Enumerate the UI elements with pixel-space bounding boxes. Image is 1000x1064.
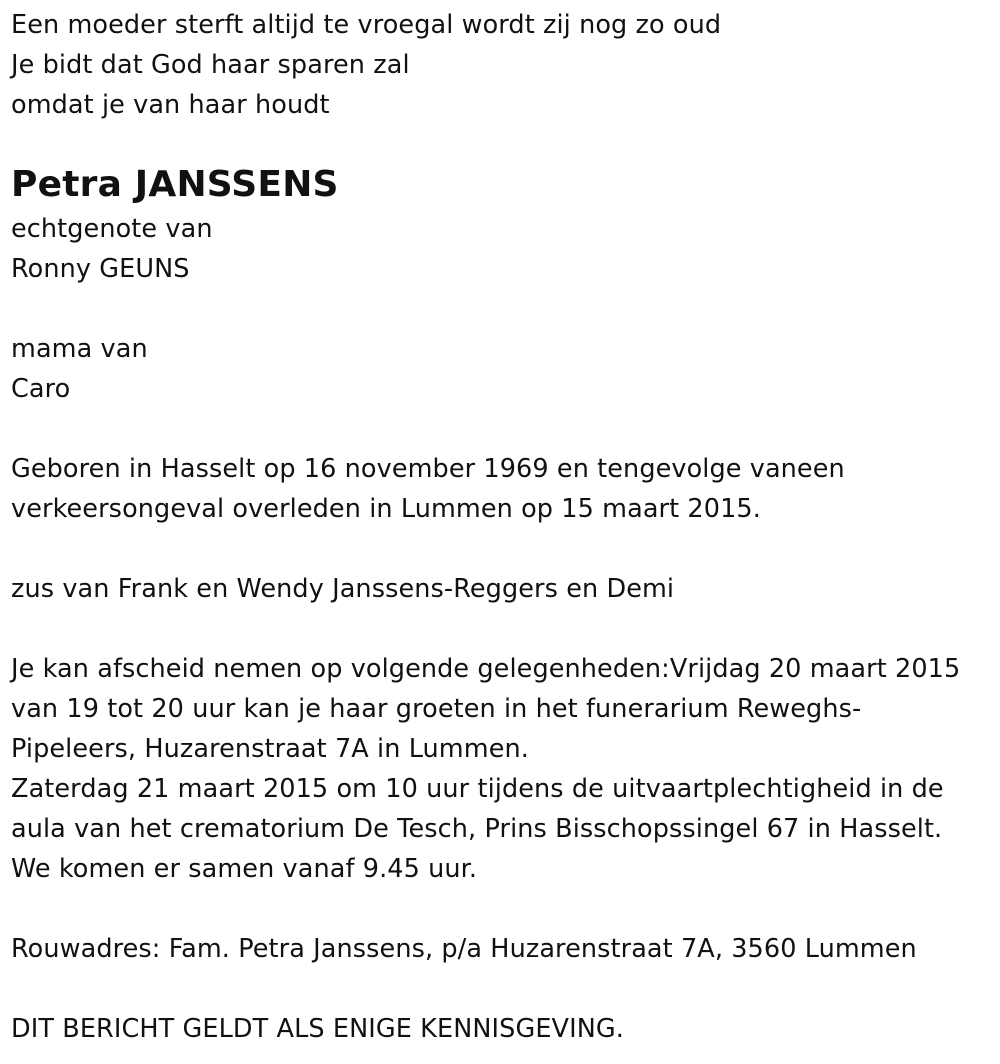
child-block bbox=[11, 329, 996, 409]
birth-death-block bbox=[11, 449, 996, 529]
poem-line: Een moeder sterft altijd te vroegal wordt zij nog zo oud bbox=[11, 10, 722, 40]
farewell-line: Zaterdag 21 maart 2015 om 10 uur tijdens de uitvaartplechtigheid in de bbox=[11, 774, 944, 804]
poem bbox=[11, 5, 996, 125]
farewell-line: Pipeleers, Huzarenstraat 7A in Lummen. bbox=[11, 734, 529, 764]
spouse-block bbox=[11, 209, 996, 289]
farewell-block bbox=[11, 649, 996, 889]
deceased-name: Petra JANSSENS bbox=[11, 164, 339, 205]
child-label: mama van bbox=[11, 334, 148, 364]
farewell-line: aula van het crematorium De Tesch, Prins Bisschopssingel 67 in Hasselt. bbox=[11, 814, 943, 844]
spouse-label: echtgenote van bbox=[11, 214, 213, 244]
birth-death-line: verkeersongeval overleden in Lummen op 15 maart 2015. bbox=[11, 494, 761, 524]
notice-line: DIT BERICHT GELDT ALS ENIGE KENNISGEVING. bbox=[11, 1014, 624, 1044]
spouse-name: Ronny GEUNS bbox=[11, 254, 190, 284]
obituary-notice bbox=[11, 0, 996, 1049]
birth-death-line: Geboren in Hasselt op 16 november 1969 en tengevolge vaneen bbox=[11, 454, 845, 484]
notice-block bbox=[11, 1009, 996, 1049]
siblings-line: zus van Frank en Wendy Janssens-Reggers en Demi bbox=[11, 574, 675, 604]
farewell-line: van 19 tot 20 uur kan je haar groeten in het funerarium Reweghs- bbox=[11, 694, 862, 724]
poem-line: Je bidt dat God haar sparen zal bbox=[11, 50, 410, 80]
child-name: Caro bbox=[11, 374, 71, 404]
farewell-line: We komen er samen vanaf 9.45 uur. bbox=[11, 854, 478, 884]
mourning-address-line: Rouwadres: Fam. Petra Janssens, p/a Huzarenstraat 7A, 3560 Lummen bbox=[11, 934, 917, 964]
poem-line: omdat je van haar houdt bbox=[11, 90, 330, 120]
mourning-address-block bbox=[11, 929, 996, 969]
farewell-line: Je kan afscheid nemen op volgende gelegenheden:Vrijdag 20 maart 2015 bbox=[11, 654, 961, 684]
siblings-block bbox=[11, 569, 996, 609]
